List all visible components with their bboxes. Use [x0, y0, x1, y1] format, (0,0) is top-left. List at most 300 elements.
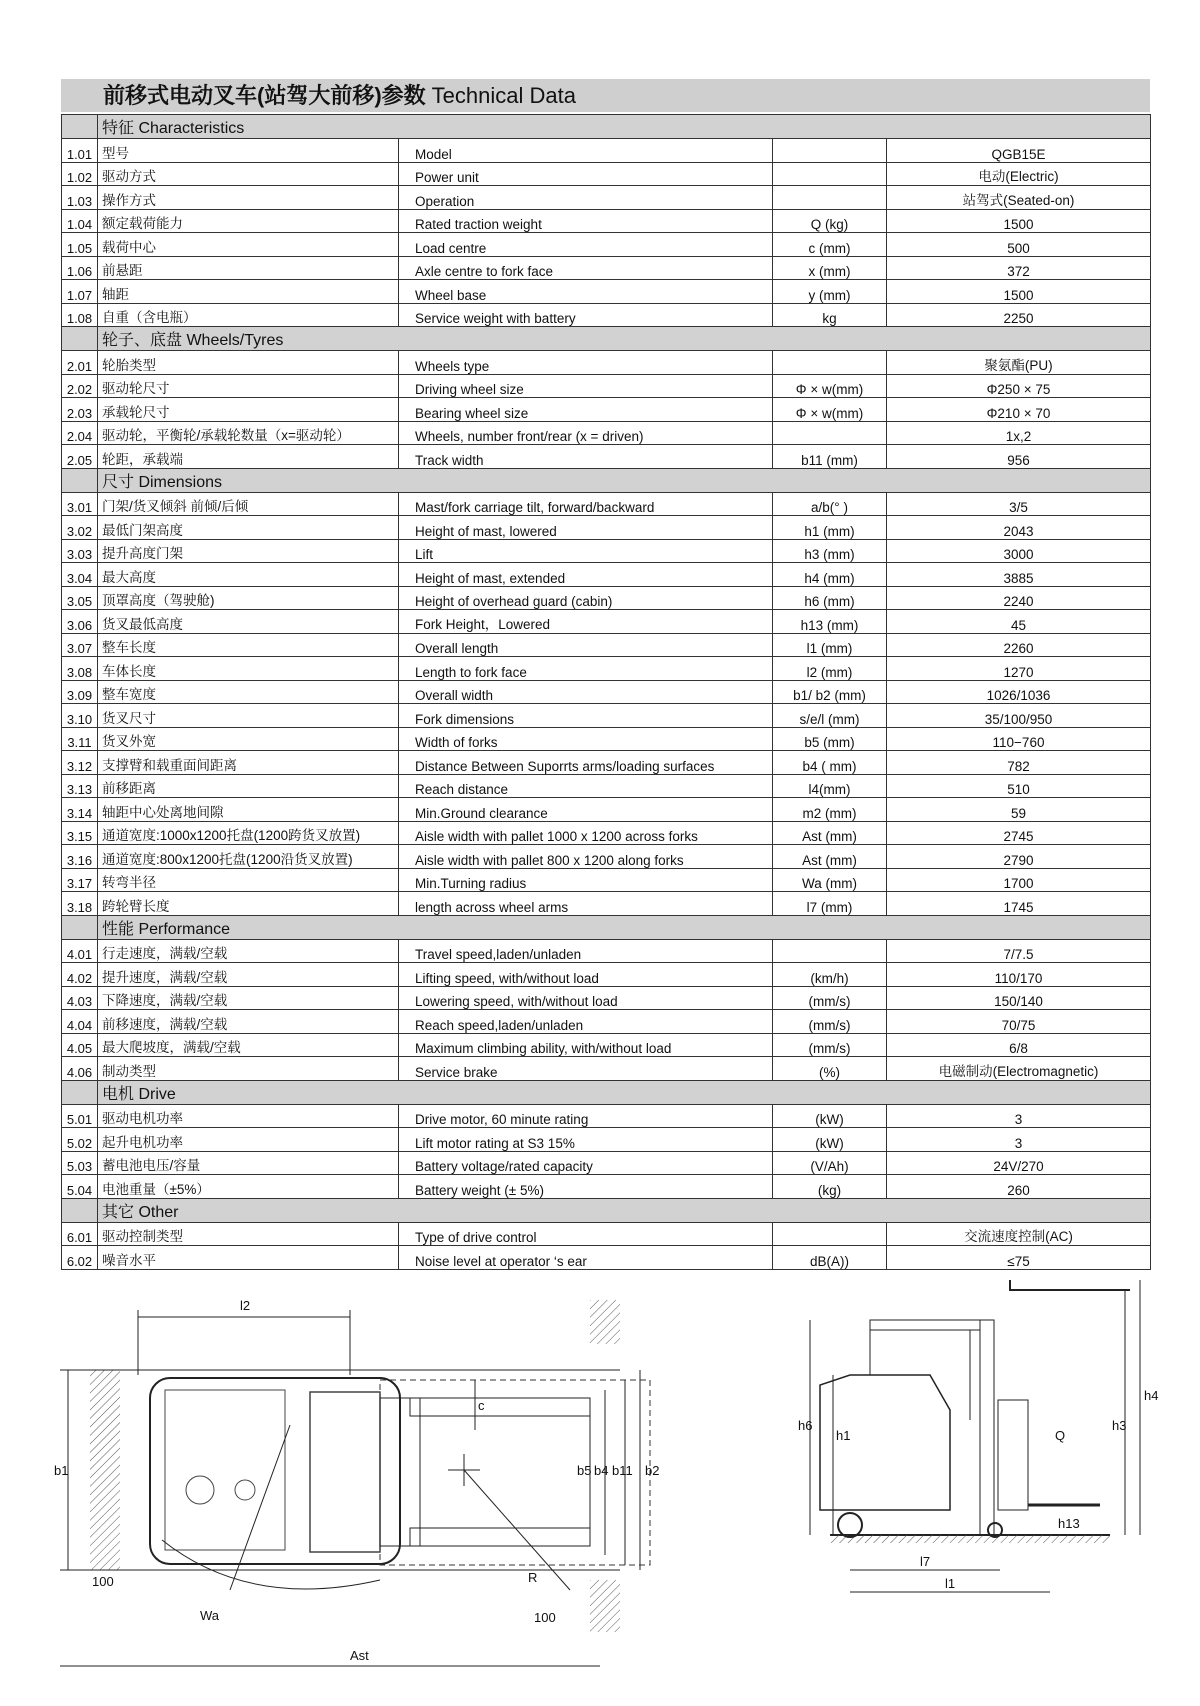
unit-cell: y (mm)	[773, 280, 887, 304]
value-cell: 3885	[887, 563, 1151, 587]
wall-hatch-left	[90, 1370, 120, 1570]
chinese-label: 转弯半径	[98, 868, 399, 892]
unit-cell: h1 (mm)	[773, 516, 887, 540]
table-row	[62, 1010, 1151, 1034]
row-number: 6.01	[62, 1222, 98, 1246]
row-number: 3.02	[62, 516, 98, 540]
value-cell: 站驾式(Seated-on)	[887, 186, 1151, 210]
english-label: Rated traction weight	[399, 209, 773, 233]
unit-cell: h13 (mm)	[773, 610, 887, 634]
value-cell: 聚氨酯(PU)	[887, 351, 1151, 375]
section-number-blank	[62, 468, 98, 492]
chinese-label: 轴距	[98, 280, 399, 304]
technical-data-table	[61, 114, 1151, 1270]
row-number: 3.08	[62, 657, 98, 681]
section-number-blank	[62, 327, 98, 351]
table-row	[62, 727, 1151, 751]
table-row	[62, 492, 1151, 516]
row-number: 5.03	[62, 1151, 98, 1175]
english-label: Lowering speed, with/without load	[399, 986, 773, 1010]
row-number: 1.02	[62, 162, 98, 186]
english-label: Travel speed,laden/unladen	[399, 939, 773, 963]
value-cell: 1500	[887, 280, 1151, 304]
unit-cell: kg	[773, 303, 887, 327]
value-cell: 45	[887, 610, 1151, 634]
value-cell: 2043	[887, 516, 1151, 540]
value-cell: 电动(Electric)	[887, 162, 1151, 186]
chinese-label: 驱动控制类型	[98, 1222, 399, 1246]
unit-cell: (kW)	[773, 1128, 887, 1152]
value-cell: ≤75	[887, 1246, 1151, 1270]
row-number: 5.04	[62, 1175, 98, 1199]
row-number: 3.09	[62, 680, 98, 704]
row-number: 1.06	[62, 256, 98, 280]
section-header	[62, 1080, 1151, 1104]
table-row	[62, 1222, 1151, 1246]
section-title: 特征 Characteristics	[98, 115, 1151, 139]
row-number: 2.02	[62, 374, 98, 398]
label-l7: l7	[920, 1554, 931, 1569]
value-cell: 110/170	[887, 963, 1151, 987]
row-number: 3.10	[62, 704, 98, 728]
table-row	[62, 751, 1151, 775]
english-label: Drive motor, 60 minute rating	[399, 1104, 773, 1128]
section-header	[62, 327, 1151, 351]
chinese-label: 下降速度，满载/空载	[98, 986, 399, 1010]
chinese-label: 货叉尺寸	[98, 704, 399, 728]
chinese-label: 前移距离	[98, 774, 399, 798]
chinese-label: 载荷中心	[98, 233, 399, 257]
english-label: Min.Turning radius	[399, 868, 773, 892]
row-number: 3.16	[62, 845, 98, 869]
section-title: 电机 Drive	[98, 1080, 1151, 1104]
value-cell: 1026/1036	[887, 680, 1151, 704]
title-chinese: 前移式电动叉车(站驾大前移)参数	[103, 83, 426, 108]
table-row	[62, 798, 1151, 822]
value-cell: 2260	[887, 633, 1151, 657]
row-number: 3.03	[62, 539, 98, 563]
table-row	[62, 303, 1151, 327]
table-row	[62, 186, 1151, 210]
row-number: 1.08	[62, 303, 98, 327]
wall-hatch-bottom-right	[590, 1580, 620, 1632]
row-number: 3.04	[62, 563, 98, 587]
row-number: 1.04	[62, 209, 98, 233]
value-cell: 35/100/950	[887, 704, 1151, 728]
english-label: Reach distance	[399, 774, 773, 798]
value-cell: 372	[887, 256, 1151, 280]
chinese-label: 整车宽度	[98, 680, 399, 704]
unit-cell: h6 (mm)	[773, 586, 887, 610]
english-label: Min.Ground clearance	[399, 798, 773, 822]
chinese-label: 提升高度门架	[98, 539, 399, 563]
unit-cell: l2 (mm)	[773, 657, 887, 681]
section-title: 尺寸 Dimensions	[98, 468, 1151, 492]
unit-cell	[773, 139, 887, 163]
section-title: 性能 Performance	[98, 915, 1151, 939]
value-cell: 交流速度控制(AC)	[887, 1222, 1151, 1246]
unit-cell: (mm/s)	[773, 1010, 887, 1034]
english-label: Operation	[399, 186, 773, 210]
english-label: Track width	[399, 445, 773, 469]
english-label: Fork Height，Lowered	[399, 610, 773, 634]
label-wa: Wa	[200, 1608, 220, 1623]
section-number-blank	[62, 915, 98, 939]
chinese-label: 最低门架高度	[98, 516, 399, 540]
value-cell: 500	[887, 233, 1151, 257]
english-label: Height of mast, lowered	[399, 516, 773, 540]
english-label: Lift	[399, 539, 773, 563]
table-row	[62, 445, 1151, 469]
label-100-left: 100	[92, 1574, 114, 1589]
english-label: Bearing wheel size	[399, 398, 773, 422]
chinese-label: 通道宽度:1000x1200托盘(1200跨货叉放置)	[98, 821, 399, 845]
english-label: Driving wheel size	[399, 374, 773, 398]
unit-cell	[773, 162, 887, 186]
section-title: 其它 Other	[98, 1198, 1151, 1222]
chinese-label: 门架/货叉倾斜 前倾/后倾	[98, 492, 399, 516]
unit-cell: x (mm)	[773, 256, 887, 280]
unit-cell: dB(A))	[773, 1246, 887, 1270]
table-row	[62, 280, 1151, 304]
label-b1: b1	[54, 1463, 69, 1478]
english-label: Load centre	[399, 233, 773, 257]
row-number: 2.05	[62, 445, 98, 469]
row-number: 3.07	[62, 633, 98, 657]
row-number: 3.06	[62, 610, 98, 634]
unit-cell: (%)	[773, 1057, 887, 1081]
english-label: Fork dimensions	[399, 704, 773, 728]
section-number-blank	[62, 1198, 98, 1222]
table-row	[62, 421, 1151, 445]
table-row	[62, 1151, 1151, 1175]
label-h6: h6	[798, 1418, 813, 1433]
english-label: Length to fork face	[399, 657, 773, 681]
value-cell: 510	[887, 774, 1151, 798]
value-cell: 3	[887, 1128, 1151, 1152]
table-row	[62, 256, 1151, 280]
english-label: Service weight with battery	[399, 303, 773, 327]
row-number: 3.01	[62, 492, 98, 516]
table-row	[62, 563, 1151, 587]
table-row	[62, 539, 1151, 563]
section-title: 轮子、底盘 Wheels/Tyres	[98, 327, 1151, 351]
value-cell: 782	[887, 751, 1151, 775]
chinese-label: 轴距中心处离地间隙	[98, 798, 399, 822]
truck-body-outline	[150, 1378, 400, 1564]
english-label: Model	[399, 139, 773, 163]
unit-cell: l1 (mm)	[773, 633, 887, 657]
row-number: 4.03	[62, 986, 98, 1010]
value-cell: 2250	[887, 303, 1151, 327]
row-number: 4.04	[62, 1010, 98, 1034]
unit-cell: Ast (mm)	[773, 821, 887, 845]
value-cell: QGB15E	[887, 139, 1151, 163]
table-row	[62, 139, 1151, 163]
unit-cell: c (mm)	[773, 233, 887, 257]
table-row	[62, 704, 1151, 728]
section-header	[62, 1198, 1151, 1222]
row-number: 2.01	[62, 351, 98, 375]
value-cell: 7/7.5	[887, 939, 1151, 963]
table-row	[62, 233, 1151, 257]
chinese-label: 最大爬坡度，满载/空载	[98, 1033, 399, 1057]
label-c: c	[478, 1398, 485, 1413]
value-cell: Φ250 × 75	[887, 374, 1151, 398]
value-cell: 电磁制动(Electromagnetic)	[887, 1057, 1151, 1081]
section-header	[62, 915, 1151, 939]
english-label: Power unit	[399, 162, 773, 186]
chinese-label: 噪音水平	[98, 1246, 399, 1270]
english-label: Overall width	[399, 680, 773, 704]
label-r: R	[528, 1570, 538, 1585]
unit-cell: b11 (mm)	[773, 445, 887, 469]
label-h4: h4	[1144, 1388, 1159, 1403]
value-cell: 110−760	[887, 727, 1151, 751]
table-row	[62, 351, 1151, 375]
value-cell: 3000	[887, 539, 1151, 563]
value-cell: 3/5	[887, 492, 1151, 516]
unit-cell: h4 (mm)	[773, 563, 887, 587]
label-b5: b5	[577, 1463, 592, 1478]
row-number: 5.01	[62, 1104, 98, 1128]
english-label: Mast/fork carriage tilt, forward/backward	[399, 492, 773, 516]
label-l2: l2	[240, 1298, 251, 1313]
unit-cell: Φ × w(mm)	[773, 374, 887, 398]
unit-cell: Q (kg)	[773, 209, 887, 233]
unit-cell: Wa (mm)	[773, 868, 887, 892]
english-label: Wheel base	[399, 280, 773, 304]
chinese-label: 支撑臂和载重面间距离	[98, 751, 399, 775]
table-row	[62, 633, 1151, 657]
row-number: 3.11	[62, 727, 98, 751]
chinese-label: 操作方式	[98, 186, 399, 210]
unit-cell	[773, 939, 887, 963]
label-100-right: 100	[534, 1610, 556, 1625]
top-view-drawing	[54, 1298, 659, 1666]
value-cell: Φ210 × 70	[887, 398, 1151, 422]
table-row	[62, 1057, 1151, 1081]
table-row	[62, 963, 1151, 987]
chinese-label: 型号	[98, 139, 399, 163]
label-ast: Ast	[350, 1648, 369, 1663]
section-number-blank	[62, 115, 98, 139]
english-label: Wheels, number front/rear (x = driven)	[399, 421, 773, 445]
english-label: Height of mast, extended	[399, 563, 773, 587]
table-row	[62, 1033, 1151, 1057]
row-number: 2.04	[62, 421, 98, 445]
chinese-label: 驱动轮尺寸	[98, 374, 399, 398]
chinese-label: 跨轮臂长度	[98, 892, 399, 916]
table-row	[62, 680, 1151, 704]
table-row	[62, 1104, 1151, 1128]
chinese-label: 起升电机功率	[98, 1128, 399, 1152]
chinese-label: 前悬距	[98, 256, 399, 280]
unit-cell: (mm/s)	[773, 1033, 887, 1057]
value-cell: 2745	[887, 821, 1151, 845]
row-number: 6.02	[62, 1246, 98, 1270]
row-number: 2.03	[62, 398, 98, 422]
value-cell: 70/75	[887, 1010, 1151, 1034]
chinese-label: 承载轮尺寸	[98, 398, 399, 422]
value-cell: 260	[887, 1175, 1151, 1199]
table-row	[62, 1175, 1151, 1199]
unit-cell: s/e/l (mm)	[773, 704, 887, 728]
table-row	[62, 939, 1151, 963]
table-row	[62, 892, 1151, 916]
row-number: 3.12	[62, 751, 98, 775]
dimension-drawings	[50, 1280, 1160, 1700]
title-english: Technical Data	[431, 83, 576, 108]
unit-cell: b4 ( mm)	[773, 751, 887, 775]
chinese-label: 顶罩高度（驾驶舱)	[98, 586, 399, 610]
table-row	[62, 986, 1151, 1010]
chinese-label: 通道宽度:800x1200托盘(1200沿货叉放置)	[98, 845, 399, 869]
english-label: Battery weight (± 5%)	[399, 1175, 773, 1199]
english-label: Height of overhead guard (cabin)	[399, 586, 773, 610]
row-number: 4.01	[62, 939, 98, 963]
row-number: 4.02	[62, 963, 98, 987]
english-label: Maximum climbing ability, with/without load	[399, 1033, 773, 1057]
english-label: Lift motor rating at S3 15%	[399, 1128, 773, 1152]
unit-cell: b1/ b2 (mm)	[773, 680, 887, 704]
unit-cell: b5 (mm)	[773, 727, 887, 751]
row-number: 1.07	[62, 280, 98, 304]
value-cell: 1500	[887, 209, 1151, 233]
row-number: 3.15	[62, 821, 98, 845]
row-number: 5.02	[62, 1128, 98, 1152]
chinese-label: 自重（含电瓶）	[98, 303, 399, 327]
table-row	[62, 868, 1151, 892]
value-cell: 956	[887, 445, 1151, 469]
unit-cell: (kW)	[773, 1104, 887, 1128]
table-row	[62, 1246, 1151, 1270]
wall-hatch-top-right	[590, 1300, 620, 1344]
label-h1: h1	[836, 1428, 851, 1443]
chinese-label: 前移速度，满载/空载	[98, 1010, 399, 1034]
unit-cell: Φ × w(mm)	[773, 398, 887, 422]
value-cell: 59	[887, 798, 1151, 822]
section-header	[62, 468, 1151, 492]
table-row	[62, 162, 1151, 186]
label-h13: h13	[1058, 1516, 1080, 1531]
unit-cell: a/b(° )	[773, 492, 887, 516]
unit-cell	[773, 421, 887, 445]
chinese-label: 货叉外宽	[98, 727, 399, 751]
chinese-label: 额定载荷能力	[98, 209, 399, 233]
label-b11: b11	[612, 1463, 633, 1478]
value-cell: 2790	[887, 845, 1151, 869]
table-row	[62, 374, 1151, 398]
unit-cell: m2 (mm)	[773, 798, 887, 822]
chinese-label: 车体长度	[98, 657, 399, 681]
table-row	[62, 821, 1151, 845]
table-row	[62, 1128, 1151, 1152]
label-h3: h3	[1112, 1418, 1127, 1433]
row-number: 1.01	[62, 139, 98, 163]
chinese-label: 轮距，承载端	[98, 445, 399, 469]
row-number: 3.05	[62, 586, 98, 610]
unit-cell: Ast (mm)	[773, 845, 887, 869]
table-row	[62, 657, 1151, 681]
value-cell: 3	[887, 1104, 1151, 1128]
english-label: Overall length	[399, 633, 773, 657]
table-row	[62, 209, 1151, 233]
english-label: Type of drive control	[399, 1222, 773, 1246]
unit-cell: h3 (mm)	[773, 539, 887, 563]
english-label: length across wheel arms	[399, 892, 773, 916]
row-number: 3.18	[62, 892, 98, 916]
table-row	[62, 774, 1151, 798]
chinese-label: 驱动轮，平衡轮/承载轮数量（x=驱动轮）	[98, 421, 399, 445]
chinese-label: 最大高度	[98, 563, 399, 587]
label-b2: b2	[645, 1463, 660, 1478]
value-cell: 2240	[887, 586, 1151, 610]
unit-cell: l4(mm)	[773, 774, 887, 798]
label-l1: l1	[945, 1576, 956, 1591]
table-row	[62, 586, 1151, 610]
document-title	[61, 79, 1150, 112]
unit-cell	[773, 186, 887, 210]
chinese-label: 整车长度	[98, 633, 399, 657]
section-number-blank	[62, 1080, 98, 1104]
row-number: 4.05	[62, 1033, 98, 1057]
english-label: Wheels type	[399, 351, 773, 375]
chinese-label: 蓄电池电压/容量	[98, 1151, 399, 1175]
label-b4: b4	[594, 1463, 609, 1478]
unit-cell: l7 (mm)	[773, 892, 887, 916]
english-label: Axle centre to fork face	[399, 256, 773, 280]
value-cell: 1270	[887, 657, 1151, 681]
unit-cell: (V/Ah)	[773, 1151, 887, 1175]
english-label: Noise level at operator ‘s ear	[399, 1246, 773, 1270]
english-label: Battery voltage/rated capacity	[399, 1151, 773, 1175]
table-row	[62, 610, 1151, 634]
chinese-label: 货叉最低高度	[98, 610, 399, 634]
row-number: 4.06	[62, 1057, 98, 1081]
english-label: Aisle width with pallet 800 x 1200 along forks	[399, 845, 773, 869]
value-cell: 150/140	[887, 986, 1151, 1010]
value-cell: 1700	[887, 868, 1151, 892]
row-number: 1.03	[62, 186, 98, 210]
chinese-label: 电池重量（±5%）	[98, 1175, 399, 1199]
chinese-label: 制动类型	[98, 1057, 399, 1081]
row-number: 3.13	[62, 774, 98, 798]
english-label: Lifting speed, with/without load	[399, 963, 773, 987]
table-row	[62, 516, 1151, 540]
english-label: Aisle width with pallet 1000 x 1200 across forks	[399, 821, 773, 845]
english-label: Service brake	[399, 1057, 773, 1081]
unit-cell: (km/h)	[773, 963, 887, 987]
chinese-label: 驱动方式	[98, 162, 399, 186]
chinese-label: 行走速度，满载/空载	[98, 939, 399, 963]
english-label: Reach speed,laden/unladen	[399, 1010, 773, 1034]
chinese-label: 提升速度，满载/空载	[98, 963, 399, 987]
row-number: 3.17	[62, 868, 98, 892]
table-row	[62, 398, 1151, 422]
table-row	[62, 845, 1151, 869]
value-cell: 24V/270	[887, 1151, 1151, 1175]
section-header	[62, 115, 1151, 139]
unit-cell	[773, 1222, 887, 1246]
unit-cell: (kg)	[773, 1175, 887, 1199]
value-cell: 1x,2	[887, 421, 1151, 445]
row-number: 1.05	[62, 233, 98, 257]
value-cell: 6/8	[887, 1033, 1151, 1057]
chinese-label: 轮胎类型	[98, 351, 399, 375]
value-cell: 1745	[887, 892, 1151, 916]
english-label: Width of forks	[399, 727, 773, 751]
